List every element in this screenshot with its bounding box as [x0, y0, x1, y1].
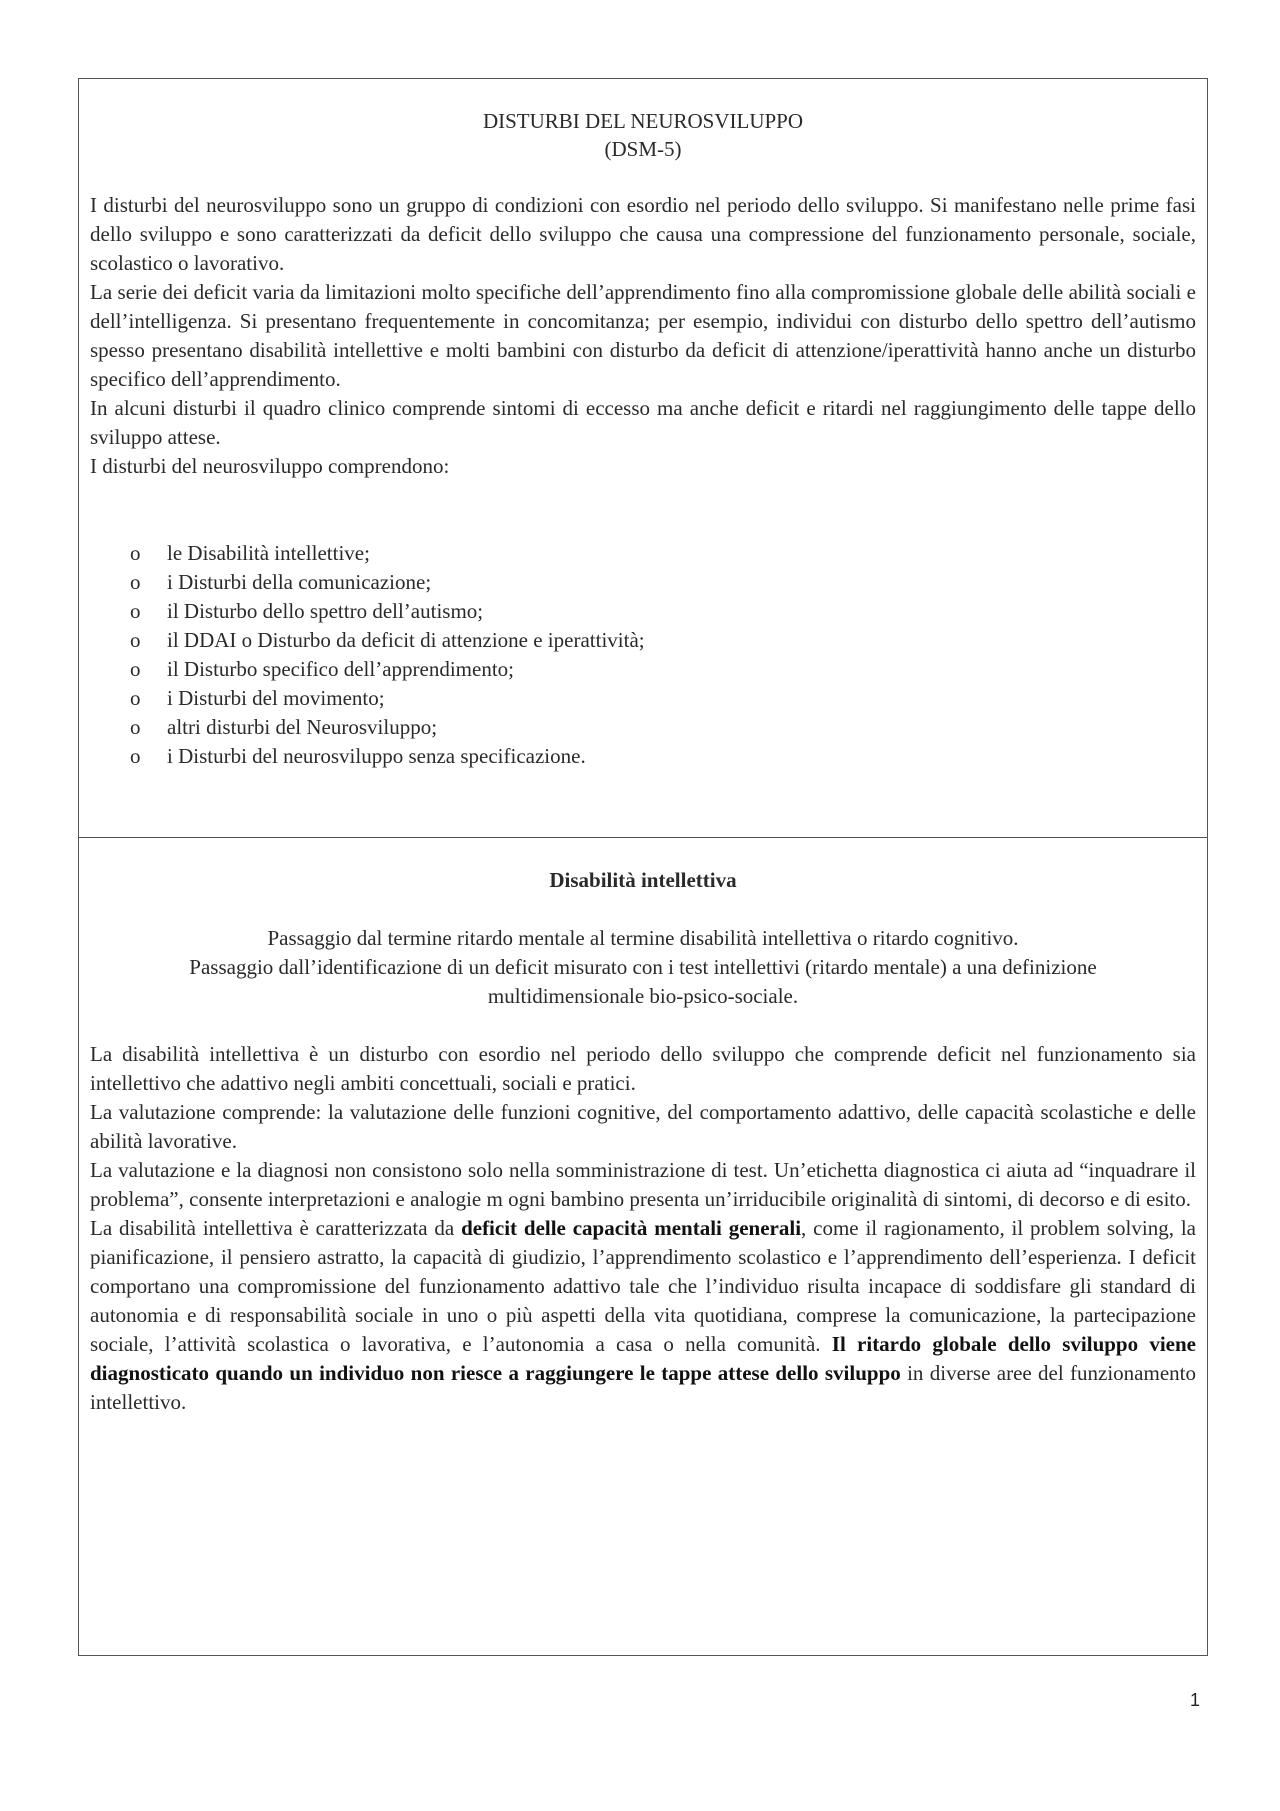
title-line-2: (DSM-5) [604, 137, 682, 161]
bold-phrase-general-deficit: deficit delle capacità mentali generali [461, 1216, 802, 1240]
body-paragraph-1: La disabilità intellettiva è un disturbo con esordio nel periodo dello sviluppo che comprende deficit nel funzionamento sia intellettivo che adattivo negli ambiti concettuali, sociali e pratici. [90, 1042, 1196, 1095]
list-item: o i Disturbi della comunicazione; [90, 568, 1196, 597]
overview-content [90, 107, 1196, 771]
section-overview [79, 79, 1207, 838]
overview-paragraph-3: In alcuni disturbi il quadro clinico comprende sintomi di eccesso ma anche deficit e ritardi nel raggiungimento delle tappe dello sviluppo attese. [90, 396, 1196, 449]
overview-paragraph-1: I disturbi del neurosviluppo sono un gruppo di condizioni con esordio nel periodo dello sviluppo. Si manifestano nelle prime fasi dello sviluppo e sono caratterizzati da deficit dello sviluppo che causa una compressione del funzionamento personale, sociale, scolastico o lavorativo. [90, 193, 1196, 275]
bullet-marker: o [130, 657, 141, 681]
bullet-marker: o [130, 541, 141, 565]
bullet-marker: o [130, 686, 141, 710]
bullet-marker: o [130, 715, 141, 739]
list-item: o i Disturbi del movimento; [90, 684, 1196, 713]
overview-paragraph-4: I disturbi del neurosviluppo comprendono: [90, 454, 450, 478]
list-item: o i Disturbi del neurosviluppo senza specificazione. [90, 742, 1196, 771]
document-frame [78, 78, 1208, 1656]
list-item: o il Disturbo specifico dell’apprendimento; [90, 655, 1196, 684]
list-item: o il DDAI o Disturbo da deficit di attenzione e iperattività; [90, 626, 1196, 655]
disorders-list [90, 539, 1196, 771]
intro-line-1: Passaggio dal termine ritardo mentale al termine disabilità intellettiva o ritardo cognitivo. [267, 926, 1019, 950]
section-heading: Disabilità intellettiva [549, 868, 737, 892]
list-item: o le Disabilità intellettive; [90, 539, 1196, 568]
overview-paragraph-2: La serie dei deficit varia da limitazioni molto specifiche dell’apprendimento fino alla compromissione globale delle abilità sociali e dell’intelligenza. Si presentano frequentemente in concomitanza; per esempio, individui con disturbo dello spettro dell’autismo spesso presentano disabilità intellettive e molti bambini con disturbo da deficit di attenzione/iperattività hanno anche un disturbo specifico dell’apprendimento. [90, 280, 1196, 391]
bullet-marker: o [130, 599, 141, 623]
list-item: o altri disturbi del Neurosviluppo; [90, 713, 1196, 742]
intellectual-disability-content [90, 866, 1196, 1417]
intro-line-2: Passaggio dall’identificazione di un deficit misurato con i test intellettivi (ritardo mentale) a una definizione multidimensionale bio-psico-sociale. [189, 955, 1097, 1008]
page-number: 1 [1190, 1690, 1201, 1710]
document-title [90, 107, 1196, 163]
bullet-marker: o [130, 744, 141, 768]
body-paragraph-4: La disabilità intellettiva è caratterizzata da deficit delle capacità mentali generali, come il ragionamento, il problem solving, la pianificazione, il pensiero astratto, la capacità di giudizio, l’apprendimento scolastico e l’apprendimento dell’esperienza. I deficit comportano una compromissione del funzionamento adattivo tale che l’individuo risulta incapace di soddisfare gli standard di autonomia e di responsabilità sociale in uno o più aspetti della vita quotidiana, comprese la comunicazione, la partecipazione sociale, l’attività scolastica o lavorativa, e l’autonomia a casa o nella comunità. Il ritardo globale dello sviluppo viene diagnosticato quando un individuo non riesce a raggiungere le tappe attese dello sviluppo in diverse aree del funzionamento intellettivo. [90, 1216, 1196, 1414]
title-line-1: DISTURBI DEL NEUROSVILUPPO [482, 109, 804, 133]
body-paragraph-3: La valutazione e la diagnosi non consistono solo nella somministrazione di test. Un’etichetta diagnostica ci aiuta ad “inquadrare il problema”, consente interpretazioni e analogie m ogni bambino presenta un’irriducibile originalità di sintomi, di decorso e di esito. [90, 1158, 1196, 1211]
list-item: o il Disturbo dello spettro dell’autismo; [90, 597, 1196, 626]
bullet-marker: o [130, 570, 141, 594]
bold-phrase-global-delay: Il ritardo globale dello sviluppo viene diagnosticato quando un individuo non riesce a raggiungere le tappe attese dello sviluppo [90, 1332, 1196, 1385]
section-intellectual-disability [79, 838, 1207, 1655]
bullet-marker: o [130, 628, 141, 652]
body-paragraph-2: La valutazione comprende: la valutazione delle funzioni cognitive, del comportamento adattivo, delle capacità scolastiche e delle abilità lavorative. [90, 1100, 1196, 1153]
